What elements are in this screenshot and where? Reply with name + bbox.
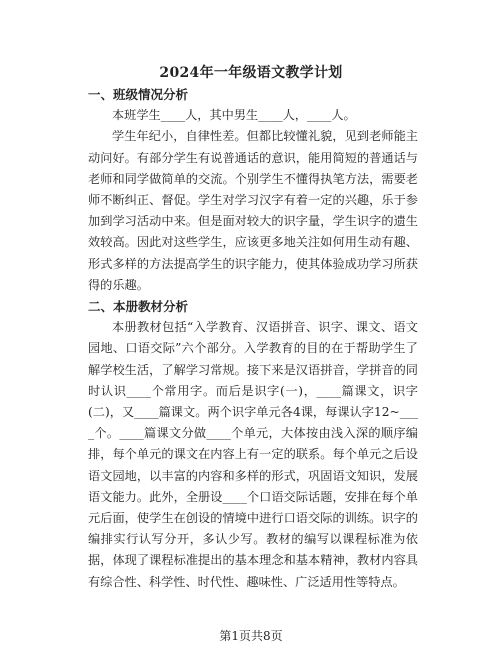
paragraph-textbook-content: 本册教材包括“入学教育、汉语拼音、识字、课文、语文园地、口语交际”六个部分。入学教育的目的在于帮助学生了解学校生活，了解学习常规。接下来是汉语拼音，学拼音的同时认识____个常用字。而后是识字(一)，____篇课文，识字(二)，又____篇课文。两个识字单元各4课，每课认字12~____个。____篇课文分做____个单元，大体按由浅入深的顺序编排，每个单元的课文在内容上有一定的联系。每个单元之后设语文园地，以丰富的内容和多样的形式，巩固语文知识，发展语文能力。此外，全册设____个口语交际话题，安排在每个单元后面，使学生在创设的情境中进行口语交际的训练。识字的编排实行认写分开，多认少写。教材的编写以课程标准为依据，体现了课程标准提出的基本理念和基本精神，教材内容具有综合性、科学性、时代性、趣味性、广泛适用性等特点。 [88,320,418,589]
paragraph-student-count: 本班学生____人，其中男生____人，____人。 [112,108,356,123]
paragraph-student-traits: 学生年纪小，自律性差。但都比较懂礼貌，见到老师能主动问好。有部分学生有说普通话的意识，能用简短的普通话与老师和同学做简单的交流。个别学生不懂得执笔方法，需要老师不断纠正、督促。学生对学习汉字有着一定的兴趣，乐于参加到学习活动中来。但是面对较大的识字量，学生识字的遗生效较高。因此对这些学生，应该更多地关注如何用生动有趣、形式多样的方法提高学生的识字能力，使其体验成功学习所获得的乐趣。 [88,129,418,292]
document-title: 2024年一年级语文教学计划 [159,65,343,81]
section-heading-class-situation: 一、班级情况分析 [88,87,189,102]
page-number-footer: 第1页共8页 [219,629,283,643]
document-body [88,84,418,593]
section-heading-textbook-analysis: 二、本册教材分析 [88,299,189,315]
